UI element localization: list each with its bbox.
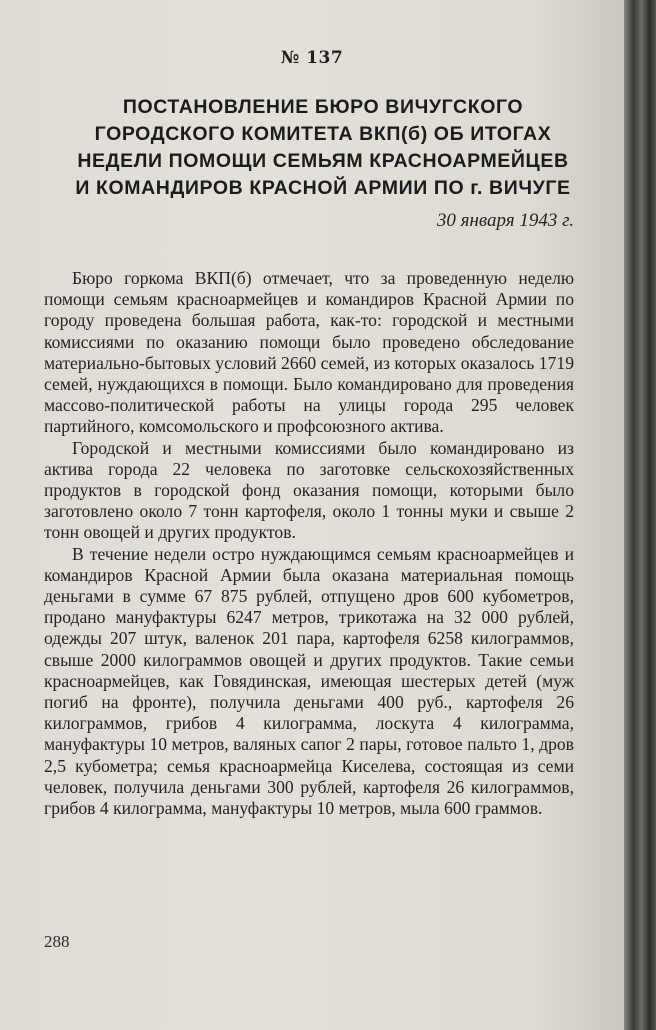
- paragraph: В течение недели остро нуждающимся семьям красноармейцев и командиров Красной Армии была оказана материальная помощь деньгами в сумме 67 875 рублей, отпущено дров 600 кубометров, продано мануфактуры 6247 метров, трикотажа на 32 000 рублей, одежды 207 штук, валенок 201 пара, картофеля 6258 килограммов, свыше 2000 килограммов овощей и других продуктов. Такие семьи красноармейцев, как Говядинская, имеющая шестерых детей (муж погиб на фронте), получила деньгами 400 руб., картофеля 26 килограммов, грибов 4 килограмма, лоскута 4 килограмма, мануфактуры 10 метров, валяных сапог 2 пары, готовое пальто 1, дров 2,5 кубометра; семья красноармейца Киселева, состоящая из семи человек, получила деньгами 300 рублей, картофеля 26 килограммов, грибов 4 килограмма, мануфактуры 10 метров, мыла 600 граммов.: [44, 543, 574, 819]
- title-line: ПОСТАНОВЛЕНИЕ БЮРО ВИЧУГСКОГО: [122, 96, 524, 118]
- page-number: 288: [44, 932, 70, 951]
- title-line: И КОМАНДИРОВ КРАСНОЙ АРМИИ ПО г. ВИЧУГЕ: [75, 177, 571, 199]
- document-body: [44, 268, 574, 819]
- book-spine: [624, 0, 656, 1030]
- paragraph: Городской и местными комиссиями было командировано из актива города 22 человека по заготовке сельскохозяйственных продуктов в городской фонд оказания помощи, которыми было заготовлено около 7 тонн картофеля, около 1 тонны муки и свыше 2 тонн овощей и других продуктов.: [44, 437, 574, 543]
- document-number: № 137: [280, 48, 344, 68]
- paragraph: Бюро горкома ВКП(б) отмечает, что за проведенную неделю помощи семьям красноармейцев и командиров Красной Армии по городу проведена большая работа, как-то: городской и местными комиссиями по оказанию помощи было проведено обследование материально-бытовых условий 2660 семей, из которых оказалось 1719 семей, нуждающихся в помощи. Было командировано для проведения массово-политической работы на улицы города 295 человек партийного, комсомольского и профсоюзного актива.: [44, 268, 574, 437]
- document-date: 30 января 1943 г.: [436, 210, 574, 231]
- title-line: НЕДЕЛИ ПОМОЩИ СЕМЬЯМ КРАСНОАРМЕЙЦЕВ: [77, 150, 569, 172]
- document-title: [48, 94, 598, 202]
- title-line: ГОРОДСКОГО КОМИТЕТА ВКП(б) ОБ ИТОГАХ: [94, 123, 552, 145]
